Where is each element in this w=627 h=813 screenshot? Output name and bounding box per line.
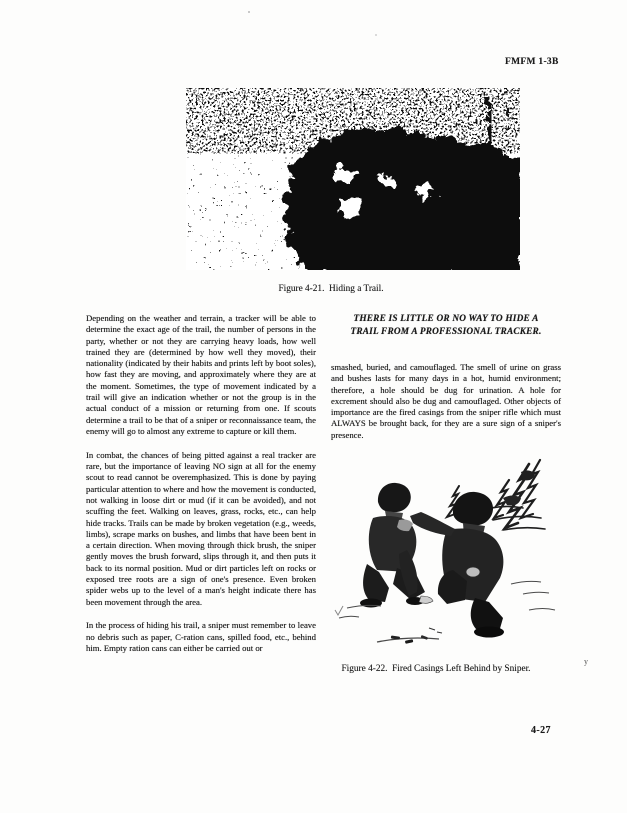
figure-21-caption: Figure 4-21. Hiding a Trail.	[278, 284, 384, 294]
scan-speck	[375, 34, 377, 36]
left-column	[86, 313, 316, 667]
trail-photo-noise	[186, 88, 520, 270]
trail-photo	[186, 88, 520, 270]
sniper-sketch-drawing	[333, 450, 569, 658]
paragraph-camouflage-casings: smashed, buried, and camouflaged. The smell of urine on grass and bushes lasts for many days in a hot, humid environment; therefore, a hole should be dug for urination. A hole for excrement should also be dug and camouflaged. Other objects of importance are the fired casings from the sniper rifle which must ALWAYS be brought back, for they are a sure sign of a sniper's presence.	[331, 362, 561, 440]
note-line: THERE IS LITTLE OR NO WAY TO HIDE A	[353, 314, 539, 324]
soldier-right	[410, 492, 504, 638]
note-line: TRAIL FROM A PROFESSIONAL TRACKER.	[350, 327, 542, 337]
paragraph-leaving-no-sign: In combat, the chances of being pitted against a real tracker are rare, but the importance of leaving NO sign at all for the enemy scout to read cannot be overemphasized. This is done by paying particular attention to where and how the movement is conducted, not walking in loose dirt or mud (if it can be avoided), and not scuffing the feet. Walking on leaves, grass, rocks, etc., can help hide tracks. Trails can be made by broken vegetation (e.g., weeds, limbs), scrape marks on bushes, and limbs that have been bent in a certain direction. When moving through thick brush, the sniper gently moves the brush forward, slips through it, and then puts it back to its normal position. Mud or dirt particles left on rocks or exposed tree roots are a sign of one's presence. Even broken spider webs up to the level of a man's height indicate there has been movement through the area.	[86, 449, 316, 607]
page-number: 4-27	[531, 725, 551, 736]
document-id: FMFM 1-3B	[505, 57, 559, 67]
paragraph-tracker-ability: Depending on the weather and terrain, a tracker will be able to determine the exact age of the trail, the number of persons in the party, whether or not they are carrying heavy loads, how well trained they are (determined by how well they moved), their nationality (indicated by their habits and prints left by boot soles), how fast they are moving, and approximately where they are at the moment. Sometimes, the type of movement indicated by a trail will give an indication whether or not the group is in the actual conduct of a mission or returning from one. If scouts determine a trail to be that of a sniper or reconnaissance team, the enemy will go to almost any extreme to capture or kill them.	[86, 313, 316, 436]
soldier-left	[360, 483, 433, 608]
figure-22-caption: Figure 4-22. Fired Casings Left Behind by Sniper.	[341, 664, 531, 674]
tracker-warning-note	[331, 313, 561, 339]
scan-speck	[248, 11, 250, 13]
paragraph-hiding-trail-debris: In the process of hiding his trail, a sniper must remember to leave no debris such as paper, C-ration cans, spilled food, etc., behind him. Empty ration cans can either be carried out or	[86, 620, 316, 654]
right-column	[331, 310, 561, 454]
stray-ink-mark: y	[584, 657, 588, 666]
sniper-sketch	[333, 450, 569, 660]
